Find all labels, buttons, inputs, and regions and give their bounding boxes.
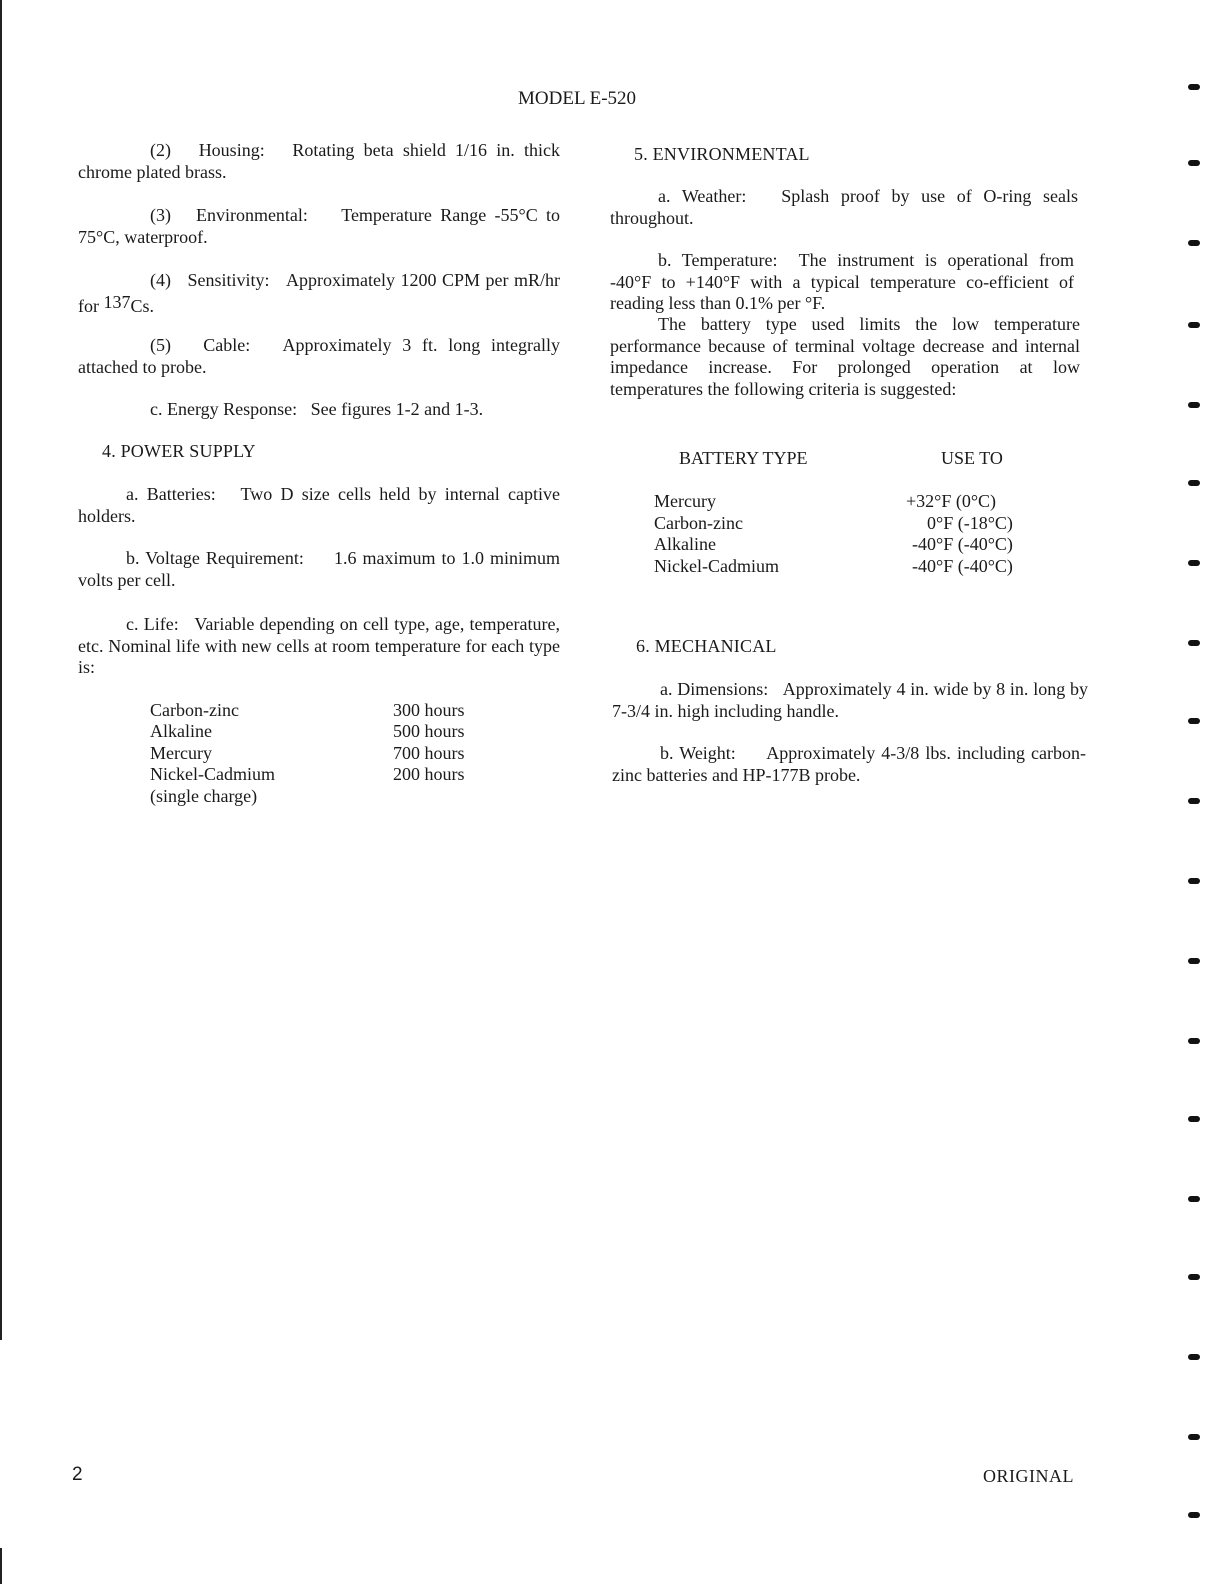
energy-text: See figures 1-2 and 1-3. — [310, 399, 484, 419]
isotope-symbol: Cs. — [130, 295, 155, 316]
voltage-text: 1.6 maximum to 1.0 minimum volts per cell. — [78, 548, 560, 590]
sensitivity-text: Approximately 1200 CPM per mR/hr for — [78, 270, 560, 316]
cable-label: Cable: — [203, 335, 251, 355]
batteries-label: Batteries: — [146, 484, 216, 504]
life-num: c. — [126, 614, 139, 634]
binding-mark — [1188, 640, 1200, 646]
binding-mark — [1188, 1196, 1200, 1202]
binding-mark — [1188, 322, 1200, 328]
weight-text: Approximately 4-3/8 lbs. including carbon-zinc batteries and HP-177B probe. — [612, 743, 1087, 785]
left-edge-bar-lower — [0, 1548, 2, 1584]
life-table-hours: 500 hours — [393, 721, 465, 741]
dimensions-num: a. — [660, 679, 673, 699]
batteries-text: Two D size cells held by internal captive holders. — [78, 484, 560, 526]
life-table-row: Nickel-Cadmium — [150, 764, 275, 784]
power-supply-heading: 4. POWER SUPPLY — [102, 441, 256, 461]
voltage-num: b. — [126, 548, 140, 568]
weight-num: b. — [660, 743, 674, 763]
bt-row-use: -40°F (-40°C) — [912, 556, 1013, 576]
binding-mark — [1188, 402, 1200, 408]
cable-num: (5) — [150, 335, 171, 355]
status-original: ORIGINAL — [983, 1466, 1074, 1486]
life-table-hours: 300 hours — [393, 700, 465, 720]
housing-text: Rotating beta shield 1/16 in. thick chrome plated brass. — [78, 140, 561, 182]
weather-paragraph — [610, 186, 1078, 229]
life-table-note: (single charge) — [150, 786, 258, 806]
housing-paragraph — [78, 140, 560, 183]
weight-label: Weight: — [679, 743, 736, 763]
weather-num: a. — [658, 186, 671, 206]
battery-note-text: The battery type used limits the low temperature performance because of terminal voltage decrease and internal impedance increase. For prolonged operation at low temperatures the following criteria is suggested: — [610, 314, 1080, 399]
environmental-num: (3) — [150, 205, 171, 225]
sensitivity-num: (4) — [150, 270, 171, 290]
life-table-hours: 200 hours — [393, 764, 465, 784]
left-edge-bar — [0, 0, 2, 1340]
mechanical-heading: 6. MECHANICAL — [636, 636, 777, 656]
energy-label: Energy Response: — [167, 399, 298, 419]
temperature-num: b. — [658, 250, 672, 270]
cable-text: Approximately 3 ft. long integrally attached to probe. — [78, 335, 560, 377]
dimensions-paragraph — [612, 679, 1088, 722]
bt-row-type: Nickel-Cadmium — [654, 556, 779, 576]
life-label: Life: — [143, 614, 179, 634]
energy-num: c. — [150, 399, 163, 419]
binding-mark — [1188, 1116, 1200, 1122]
temperature-text: The instrument is operational from -40°F to +140°F with a typical temperature co-efficient of reading less than 0.1% per °F. — [610, 250, 1075, 313]
binding-mark — [1188, 560, 1200, 566]
temperature-paragraph — [610, 250, 1074, 315]
weight-paragraph — [612, 743, 1086, 786]
binding-mark — [1188, 958, 1200, 964]
voltage-label: Voltage Requirement: — [145, 548, 304, 568]
page-number: 2 — [72, 1464, 83, 1485]
binding-mark — [1188, 240, 1200, 246]
life-paragraph — [78, 614, 560, 679]
dimensions-text: Approximately 4 in. wide by 8 in. long by 7-3/4 in. high including handle. — [612, 679, 1089, 721]
bt-header-use: USE TO — [941, 448, 1003, 468]
temperature-label: Temperature: — [681, 250, 778, 270]
binding-mark — [1188, 1274, 1200, 1280]
housing-label: Housing: — [198, 140, 265, 160]
batteries-num: a. — [126, 484, 139, 504]
binding-mark — [1188, 84, 1200, 90]
binding-mark — [1188, 1434, 1200, 1440]
bt-header-type: BATTERY TYPE — [679, 448, 808, 468]
binding-mark — [1188, 798, 1200, 804]
bt-row-use: -40°F (-40°C) — [912, 534, 1013, 554]
sensitivity-paragraph — [78, 270, 560, 317]
binding-mark — [1188, 160, 1200, 166]
life-table-row: Mercury — [150, 743, 212, 763]
binding-mark — [1188, 718, 1200, 724]
bt-row-type: Carbon-zinc — [654, 513, 743, 533]
binding-mark — [1188, 480, 1200, 486]
life-table-row: Carbon-zinc — [150, 700, 239, 720]
environmental-text: Temperature Range -55°C to 75°C, waterproof. — [78, 205, 561, 247]
bt-row-use: +32°F (0°C) — [906, 491, 997, 511]
batteries-paragraph — [78, 484, 560, 527]
life-table-hours: 700 hours — [393, 743, 465, 763]
dimensions-label: Dimensions: — [677, 679, 769, 699]
voltage-paragraph — [78, 548, 560, 591]
environmental-heading: 5. ENVIRONMENTAL — [634, 144, 810, 164]
bt-row-use: 0°F (-18°C) — [927, 513, 1013, 533]
binding-mark — [1188, 1038, 1200, 1044]
bt-row-type: Mercury — [654, 491, 716, 511]
binding-mark — [1188, 1512, 1200, 1518]
binding-mark — [1188, 1354, 1200, 1360]
binding-mark — [1188, 878, 1200, 884]
battery-note-paragraph — [610, 314, 1080, 400]
housing-num: (2) — [150, 140, 171, 160]
bt-row-type: Alkaline — [654, 534, 716, 554]
weather-text: Splash proof by use of O-ring seals throughout. — [610, 186, 1078, 228]
energy-response-paragraph — [78, 399, 560, 421]
weather-label: Weather: — [681, 186, 747, 206]
page-header: MODEL E-520 — [518, 88, 637, 109]
environmental-label: Environmental: — [195, 205, 308, 225]
isotope-mass: 137 — [103, 291, 131, 312]
cable-paragraph — [78, 335, 560, 378]
environmental-paragraph — [78, 205, 560, 248]
sensitivity-label: Sensitivity: — [187, 270, 270, 290]
life-table-row: Alkaline — [150, 721, 212, 741]
life-text: Variable depending on cell type, age, temperature, etc. Nominal life with new cells at room temperature for each type is: — [78, 614, 560, 677]
